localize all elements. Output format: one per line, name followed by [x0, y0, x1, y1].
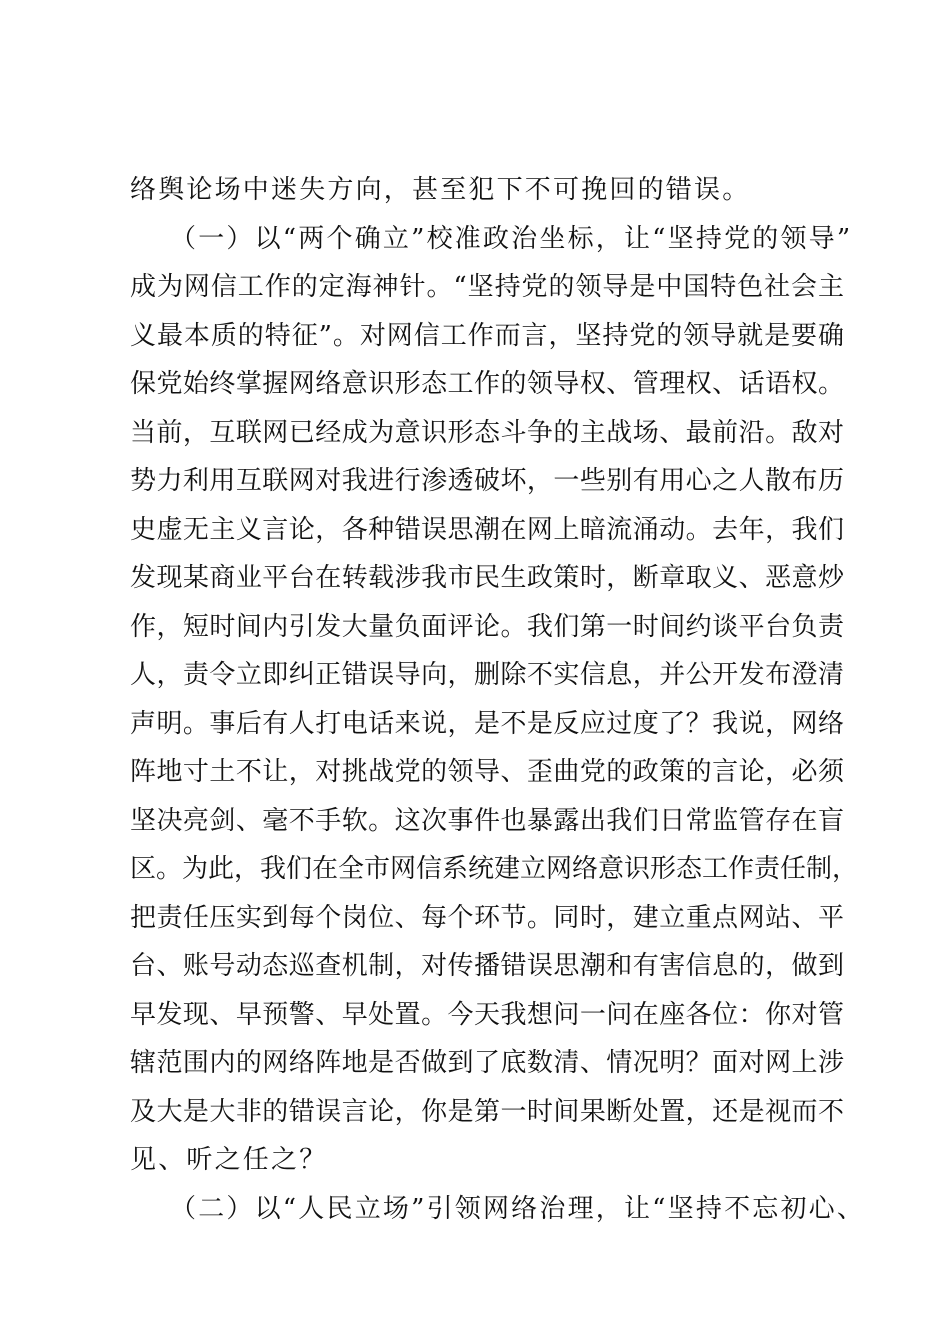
text-line: 阵地寸土不让，对挑战党的领导、歪曲党的政策的言论，必须: [130, 757, 844, 787]
text-line: 人，责令立即纠正错误导向，删除不实信息，并公开发布澄清: [130, 660, 844, 690]
text-line: 成为网信工作的定海神针。“坚持党的领导是中国特色社会主: [130, 272, 844, 302]
text-line: 把责任压实到每个岗位、每个环节。同时，建立重点网站、平: [130, 902, 844, 933]
document-body: [130, 166, 866, 1233]
text-line: 发现某商业平台在转载涉我市民生政策时，断章取义、恶意炒: [130, 563, 844, 593]
section-heading-line: （二）以“人民立场”引领网络治理，让“坚持不忘初心、: [170, 1193, 866, 1224]
text-line: 早发现、早预警、早处置。今天我想问一问在座各位：你对管: [130, 999, 844, 1030]
text-line: 络舆论场中迷失方向，甚至犯下不可挽回的错误。: [130, 175, 751, 205]
text-line: 见、听之任之？: [130, 1145, 328, 1175]
text-line: 区。为此，我们在全市网信系统建立网络意识形态工作责任制，: [130, 854, 859, 884]
section-heading-line: （一）以“两个确立”校准政治坐标，让“坚持党的领导”: [170, 223, 853, 254]
text-line: 辖范围内的网络阵地是否做到了底数清、情况明？面对网上涉: [130, 1048, 844, 1078]
text-line: 及大是大非的错误言论，你是第一时间果断处置，还是视而不: [130, 1096, 844, 1127]
text-line: 作，短时间内引发大量负面评论。我们第一时间约谈平台负责: [130, 611, 844, 642]
text-line: 史虚无主义言论，各种错误思潮在网上暗流涌动。去年，我们: [130, 514, 844, 545]
text-line: 义最本质的特征”。对网信工作而言，坚持党的领导就是要确: [130, 320, 844, 351]
text-line: 坚决亮剑、毫不手软。这次事件也暴露出我们日常监管存在盲: [130, 805, 844, 836]
text-line: 当前，互联网已经成为意识形态斗争的主战场、最前沿。敌对: [130, 417, 844, 448]
text-line: 声明。事后有人打电话来说，是不是反应过度了？我说，网络: [130, 708, 844, 739]
text-line: 台、账号动态巡查机制，对传播错误思潮和有害信息的，做到: [130, 951, 844, 981]
text-line: 势力利用互联网对我进行渗透破坏，一些别有用心之人散布历: [130, 466, 844, 496]
text-line: 保党始终掌握网络意识形态工作的领导权、管理权、话语权。: [130, 369, 844, 399]
